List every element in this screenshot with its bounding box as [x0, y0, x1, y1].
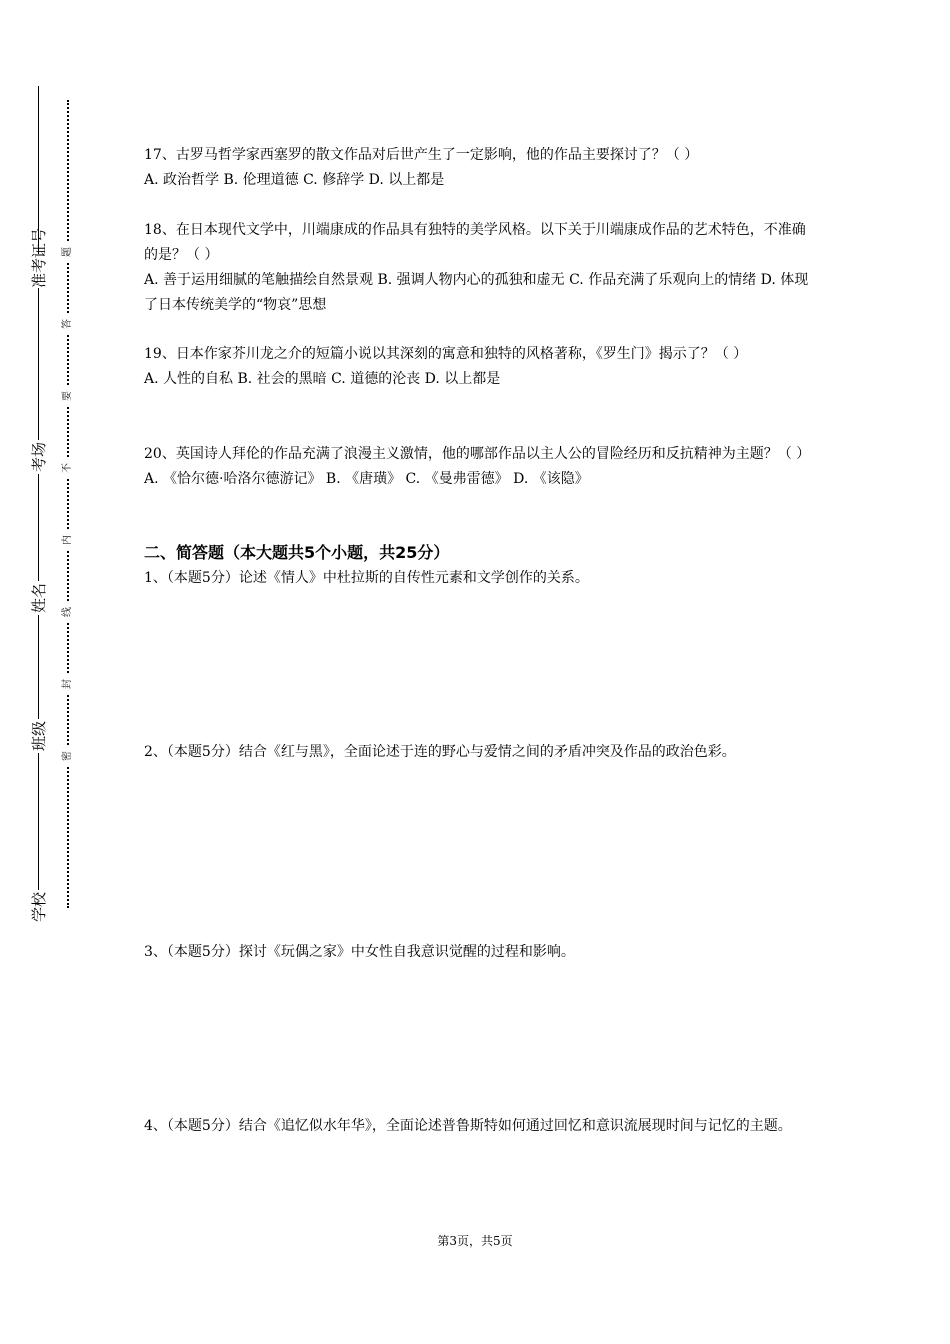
short-answer-2	[144, 740, 814, 765]
seal-char: 线	[60, 603, 76, 621]
question-stem: 19、日本作家芥川龙之介的短篇小说以其深刻的寓意和独特的风格著称，《罗生门》揭示了？（ ）	[144, 346, 748, 362]
binding-line	[38, 86, 39, 908]
question-20	[144, 442, 814, 492]
class-label: 班级	[26, 719, 52, 753]
question-stem: 3、（本题5分）探讨《玩偶之家》中女性自我意识觉醒的过程和影响。	[144, 944, 575, 960]
section-title: 二、简答题（本大题共5个小题，共25分）	[144, 543, 450, 562]
question-19	[144, 342, 814, 392]
question-options: A. 政治哲学 B. 伦理道德 C. 修辞学 D. 以上都是	[144, 172, 445, 188]
question-18	[144, 218, 814, 318]
question-stem: 4、（本题5分）结合《追忆似水年华》，全面论述普鲁斯特如何通过回忆和意识流展现时间与记忆的主题。	[144, 1118, 792, 1134]
seal-char: 不	[60, 459, 76, 477]
question-options: A. 《恰尔德·哈洛尔德游记》 B. 《唐璜》 C. 《曼弗雷德》 D. 《该隐》	[144, 471, 589, 487]
question-stem: 18、在日本现代文学中，川端康成的作品具有独特的美学风格。以下关于川端康成作品的艺术特色，不准确的是？（ ）	[144, 222, 806, 263]
question-options: A. 善于运用细腻的笔触描绘自然景观 B. 强调人物内心的孤独和虚无 C. 作品充满了乐观向上的情绪 D. 体现了日本传统美学的“物哀”思想	[144, 272, 809, 313]
short-answer-1	[144, 566, 814, 591]
seal-char: 内	[60, 531, 76, 549]
seal-char: 答	[60, 315, 76, 333]
question-stem: 2、（本题5分）结合《红与黑》，全面论述于连的野心与爱情之间的矛盾冲突及作品的政治色彩。	[144, 744, 736, 760]
exam-number-label: 准考证号	[26, 254, 52, 288]
name-label: 姓名	[26, 581, 52, 615]
exam-room-label: 考场	[26, 440, 52, 474]
seal-char: 要	[60, 387, 76, 405]
question-stem: 17、古罗马哲学家西塞罗的散文作品对后世产生了一定影响，他的作品主要探讨了？（ ）	[144, 147, 699, 163]
seal-char: 密	[60, 747, 76, 765]
page-number: 第3页，共5页	[437, 1234, 513, 1248]
short-answer-4	[144, 1114, 814, 1139]
seal-char: 题	[60, 243, 76, 261]
question-stem: 1、（本题5分）论述《情人》中杜拉斯的自传性元素和文学创作的关系。	[144, 570, 589, 586]
question-stem: 20、英国诗人拜伦的作品充满了浪漫主义激情，他的哪部作品以主人公的冒险经历和反抗精神为主题？（ ）	[144, 446, 811, 462]
question-options: A. 人性的自私 B. 社会的黑暗 C. 道德的沦丧 D. 以上都是	[144, 371, 501, 387]
seal-char: 封	[60, 675, 76, 693]
short-answer-3	[144, 940, 814, 965]
school-label: 学校	[26, 890, 52, 924]
question-17	[144, 143, 814, 193]
seal-dotted-line	[67, 100, 69, 908]
